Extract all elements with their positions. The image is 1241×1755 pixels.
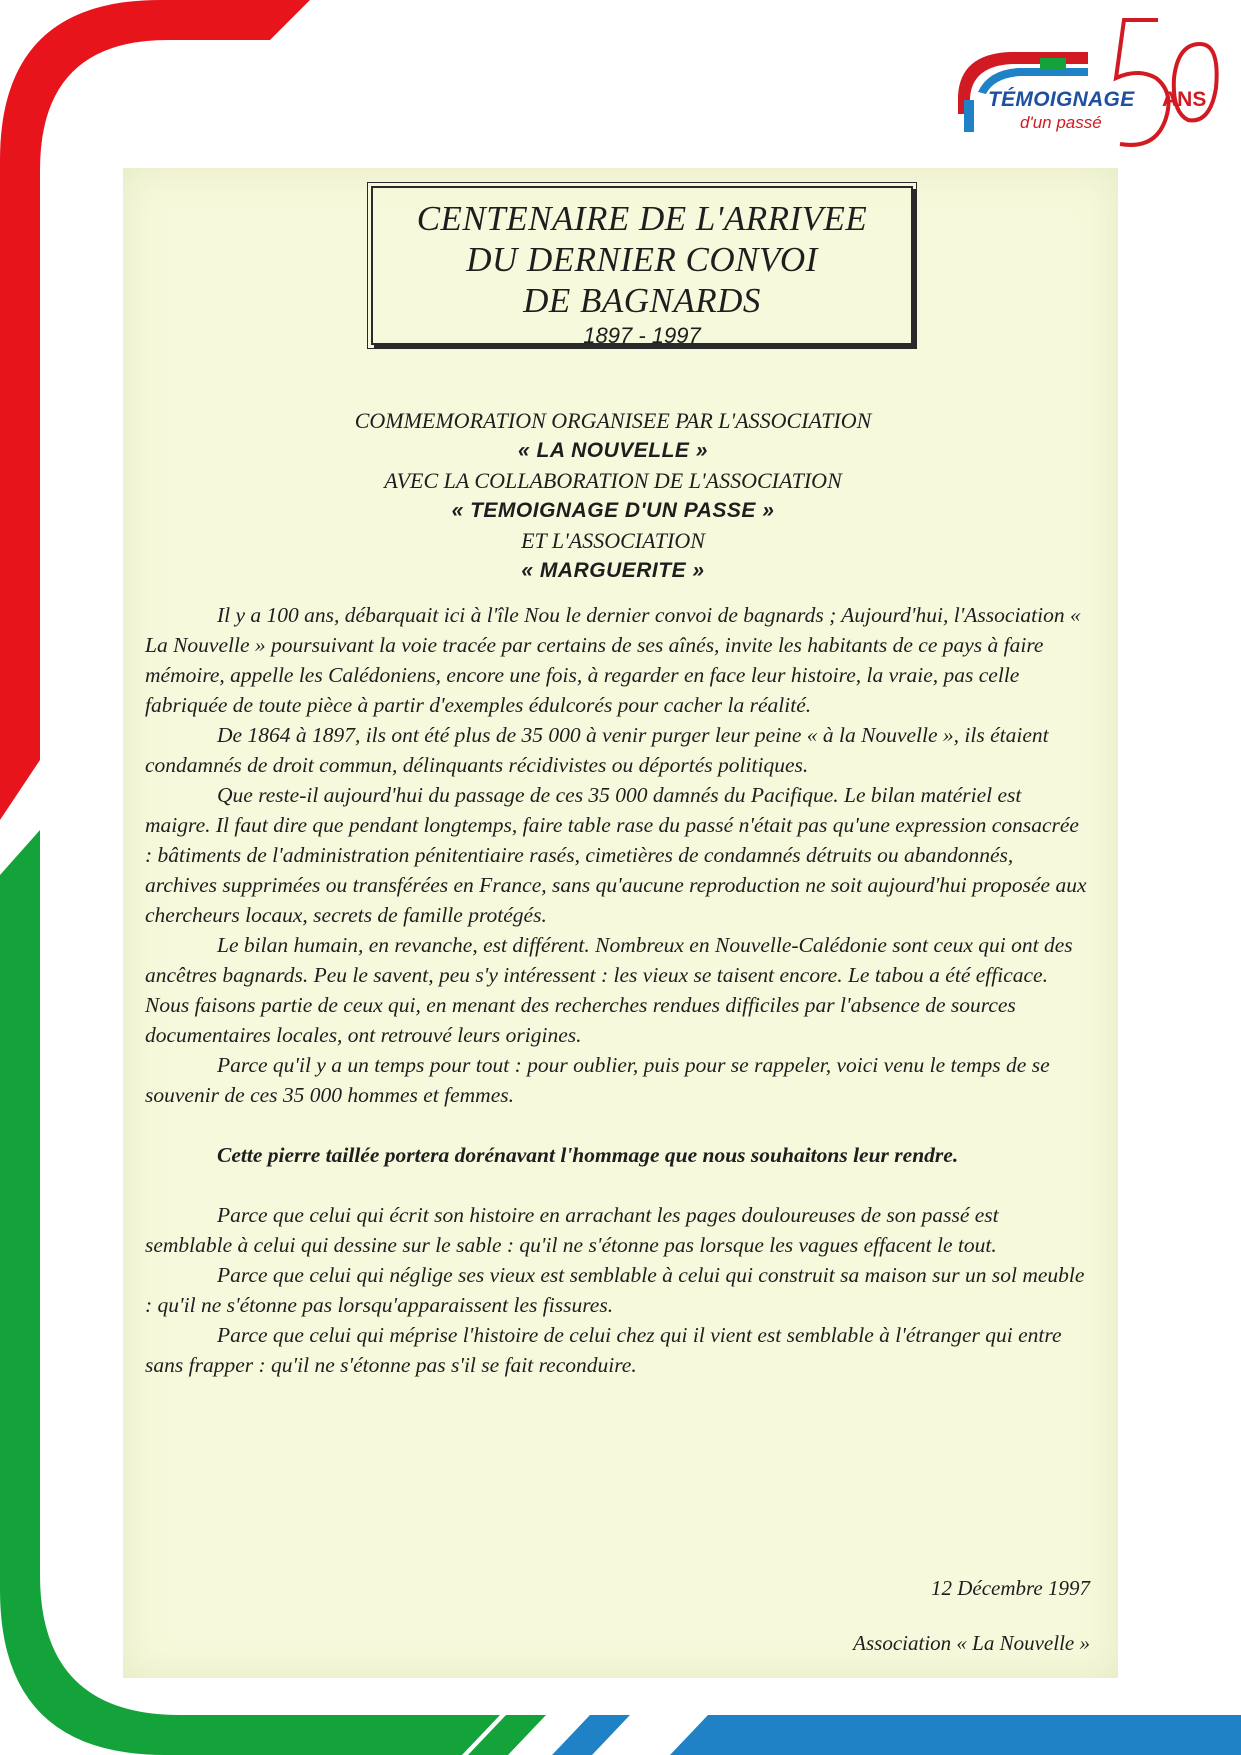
paragraph-5: Parce qu'il y a un temps pour tout : pour oublier, puis pour se rappeler, voici venu le temps de se souvenir de ces 35 000 hommes et femmes. — [145, 1053, 1050, 1107]
scanned-document — [123, 168, 1118, 1678]
commemoration-line-1: COMMEMORATION ORGANISEE PAR L'ASSOCIATION — [354, 408, 872, 433]
paragraph-7: Parce que celui qui néglige ses vieux est semblable à celui qui construit sa maison sur un sol meuble : qu'il ne s'étonne pas lorsqu'apparaissent les fissures. — [145, 1263, 1085, 1317]
document-body — [145, 600, 1090, 1380]
blue-bottom-band — [670, 1715, 1241, 1755]
logo-fifty-icon — [1116, 20, 1217, 145]
commemoration-line-3: ET L'ASSOCIATION — [521, 528, 705, 553]
homage-statement: Cette pierre taillée portera dorénavant l'hommage que nous souhaitons leur rendre. — [217, 1143, 959, 1167]
organizer-la-nouvelle: « LA NOUVELLE » — [518, 439, 708, 462]
logo-word: TÉMOIGNAGE — [988, 88, 1135, 111]
commemoration-block — [253, 406, 973, 586]
commemoration-line-2: AVEC LA COLLABORATION DE L'ASSOCIATION — [384, 468, 842, 493]
organizer-temoignage: « TEMOIGNAGE D'UN PASSE » — [451, 499, 775, 522]
paragraph-4: Le bilan humain, en revanche, est différent. Nombreux en Nouvelle-Calédonie sont ceux qui ont des ancêtres bagnards. Peu le savent, peu s'y intéressent : les vieux se taisent encore. Le tabou a été efficace. Nous faisons partie de ceux qui, en menant des recherches rendues difficiles par l'absence de sources documentaires locales, ont retrouvé leurs origines. — [145, 933, 1073, 1047]
paragraph-6: Parce que celui qui écrit son histoire en arrachant les pages douloureuses de son passé est semblable à celui qui dessine sur le sable : qu'il ne s'étonne pas lorsque les vagues effacent le tout. — [145, 1203, 999, 1257]
paragraph-8: Parce que celui qui méprise l'histoire de celui chez qui il vient est semblable à l'étranger qui entre sans frapper : qu'il ne s'étonne pas s'il se fait reconduire. — [145, 1323, 1062, 1377]
logo-ans: ANS — [1162, 88, 1207, 111]
title-line-2: DU DERNIER CONVOI — [466, 240, 818, 279]
title-years: 1897 - 1997 — [583, 323, 701, 348]
signature: Association « La Nouvelle » — [853, 1631, 1090, 1655]
title-line-1: CENTENAIRE DE L'ARRIVEE — [416, 199, 868, 238]
logo-subtitle: d'un passé — [1020, 113, 1102, 132]
organizer-marguerite: « MARGUERITE » — [521, 559, 705, 582]
temoignage-50-ans-logo — [948, 14, 1228, 174]
paragraph-3: Que reste-il aujourd'hui du passage de ces 35 000 damnés du Pacifique. Le bilan matériel est maigre. Il faut dire que pendant longtemps, faire table rase du passé n'était pas qu'une expression consacrée : bâtiments de l'administration pénitentiaire rasés, cimetières de condamnés détruits ou abandonnés, archives supprimées ou transférées en France, sans qu'aucune reproduction ne soit aujourd'hui proposée aux chercheurs locaux, secrets de famille protégés. — [145, 783, 1087, 927]
title-line-3: DE BAGNARDS — [523, 281, 761, 320]
paragraph-2: De 1864 à 1897, ils ont été plus de 35 000 à venir purger leur peine « à la Nouvelle », ils étaient condamnés de droit commun, délinquants récidivistes ou déportés politiques. — [145, 723, 1049, 777]
title-box — [371, 186, 913, 348]
document-date: 12 Décembre 1997 — [930, 1576, 1090, 1600]
paragraph-1: Il y a 100 ans, débarquait ici à l'île Nou le dernier convoi de bagnards ; Aujourd'hui, l'Association « La Nouvelle » poursuivant la voie tracée par certains de ses aînés, invite les habitants de ce pays à faire mémoire, appelle les Calédoniens, encore une fois, à regarder en face leur histoire, la vraie, pas celle fabriquée de toute pièce à partir d'exemples édulcorés pour cacher la réalité. — [145, 603, 1081, 717]
blue-bottom-stripe — [552, 1715, 630, 1755]
